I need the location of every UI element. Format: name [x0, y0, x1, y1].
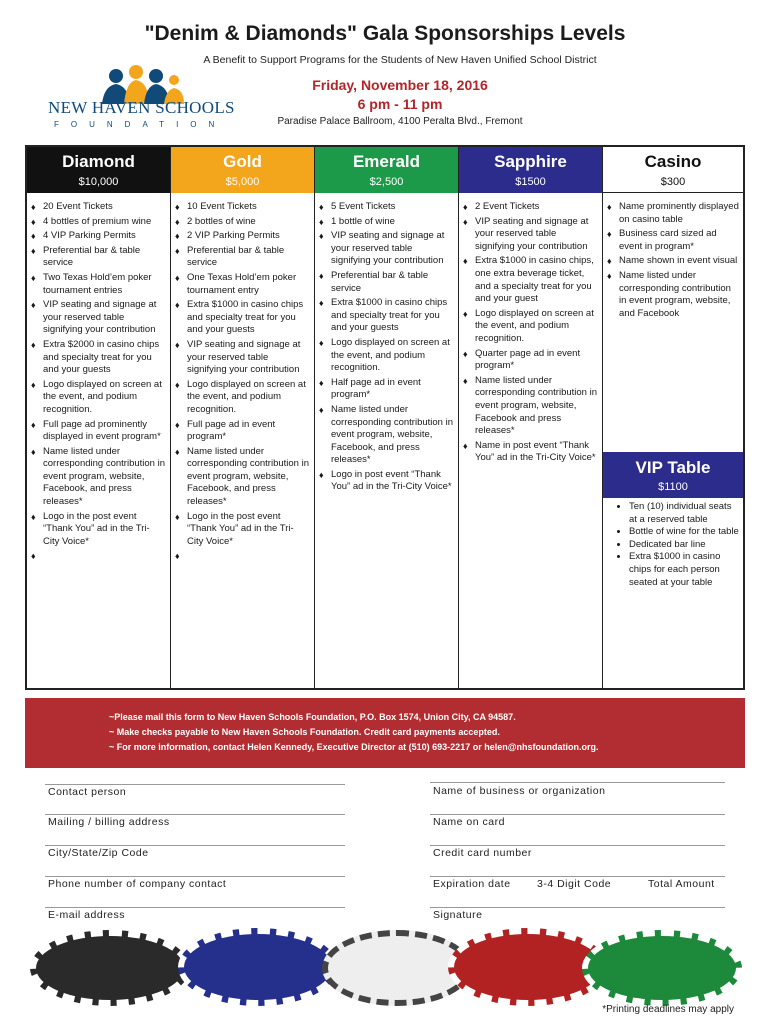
benefit-item: ♦ Quarter page ad in event program*: [463, 348, 598, 373]
vip-table-header: [603, 452, 743, 498]
level-name: Emerald: [352, 152, 421, 171]
benefit-item: ♦ Name shown in event visual: [607, 255, 739, 268]
benefit-list: [607, 201, 739, 320]
blue-chip-icon: [178, 928, 338, 1006]
benefit-item: ♦ Preferential bar & table service: [175, 245, 310, 270]
level-header: [603, 147, 743, 193]
vip-benefit-item: • Dedicated bar line: [629, 539, 739, 552]
vip-name: VIP Table: [635, 458, 711, 477]
benefit-item: ♦ Name listed under corresponding contribution in event program, website, and Facebook: [607, 270, 739, 320]
level-header: [27, 147, 170, 193]
notice-line: ~ For more information, contact Helen Kennedy, Executive Director at (510) 693-2217 or helen@nhsfoundation.org.: [109, 742, 599, 752]
field-line: [430, 907, 725, 908]
mailing-address-field[interactable]: Mailing / billing address: [48, 816, 170, 828]
page-title: "Denim & Diamonds" Gala Sponsorships Levels: [144, 22, 626, 45]
name-on-card-field[interactable]: Name on card: [433, 816, 505, 828]
benefit-list: [319, 201, 454, 494]
notice-line: ~Please mail this form to New Haven Schools Foundation, P.O. Box 1574, Union City, CA 94587.: [109, 712, 516, 722]
benefit-item: ♦ 2 Event Tickets: [463, 201, 598, 214]
benefit-item: ♦ 1 bottle of wine: [319, 216, 454, 229]
benefit-item: ♦ 4 VIP Parking Permits: [31, 230, 166, 243]
level-price: $1500: [515, 176, 546, 188]
benefit-item: ♦ Preferential bar & table service: [31, 245, 166, 270]
benefit-item: ♦ Logo in the post event “Thank You” ad in the Tri-City Voice*: [31, 511, 166, 549]
level-header: [459, 147, 602, 193]
level-price: $5,000: [225, 176, 260, 188]
level-header: [315, 147, 458, 193]
expiration-date-field[interactable]: Expiration date: [433, 878, 511, 890]
event-venue: Paradise Palace Ballroom, 4100 Peralta Blvd., Fremont: [277, 116, 523, 127]
benefit-item: ♦ Name listed under corresponding contribution in event program, website, Facebook, and press releases*: [31, 446, 166, 509]
level-price: $10,000: [78, 176, 119, 188]
level-price: $300: [660, 176, 686, 188]
page-subtitle: A Benefit to Support Programs for the Students of New Haven Unified School District: [203, 54, 597, 66]
level-name: Gold: [223, 152, 262, 171]
benefit-list: [31, 201, 166, 548]
benefit-item: ♦ 2 VIP Parking Permits: [175, 230, 310, 243]
footnote: *Printing deadlines may apply: [602, 1004, 734, 1015]
benefit-item: ♦ Name prominently displayed on casino table: [607, 201, 739, 226]
notice-line: ~ Make checks payable to New Haven Schools Foundation. Credit card payments accepted.: [109, 727, 500, 737]
phone-number-field[interactable]: Phone number of company contact: [48, 878, 227, 890]
total-amount-field[interactable]: Total Amount: [648, 878, 715, 890]
benefit-item: ♦ Business card sized ad event in program*: [607, 228, 739, 253]
signature-field[interactable]: Signature: [433, 909, 483, 921]
event-date: Friday, November 18, 2016: [312, 77, 488, 93]
level-gold: [171, 147, 315, 688]
email-field[interactable]: E-mail address: [48, 909, 126, 921]
business-name-field[interactable]: Name of business or organization: [433, 785, 606, 797]
benefit-item: ♦ Name listed under corresponding contribution in event program, website, Facebook and press releases*: [463, 375, 598, 438]
benefit-item: ♦ Extra $1000 in casino chips, one extra beverage ticket, and a specialty treat for you and your guest: [463, 255, 598, 305]
benefit-item: ♦ 4 bottles of premium wine: [31, 216, 166, 229]
field-line: [45, 876, 345, 877]
digit-code-field[interactable]: 3-4 Digit Code: [537, 878, 612, 890]
vip-benefit-item: • Extra $1000 in casino chips for each person seated at your table: [629, 551, 739, 589]
field-line: [430, 876, 725, 877]
field-line: [45, 784, 345, 785]
benefit-item: ♦ One Texas Hold’em poker tournament entry: [175, 272, 310, 297]
level-sapphire: [459, 147, 603, 688]
level-price: $2,500: [369, 176, 404, 188]
benefit-item: ♦ VIP seating and signage at your reserved table signifying your contribution: [463, 216, 598, 254]
benefit-item: ♦ Name listed under corresponding contribution in event program, website, Facebook, and press releases*: [319, 404, 454, 467]
benefit-item: ♦ VIP seating and signage at your reserved table signifying your contribution: [31, 299, 166, 337]
level-diamond: [27, 147, 171, 688]
sponsor-form: [0, 770, 770, 930]
benefit-item: ♦ Half page ad in event program*: [319, 377, 454, 402]
field-line: [45, 845, 345, 846]
vip-price: $1100: [658, 481, 688, 493]
benefit-item: ♦ Extra $1000 in casino chips and specialty treat for you and your guests: [319, 297, 454, 335]
level-name: Diamond: [62, 152, 135, 171]
logo-name: NEW HAVEN SCHOOLS: [48, 98, 235, 117]
benefit-item: ♦ Logo displayed on screen at the event, and podium recognition.: [319, 337, 454, 375]
benefit-item: ♦ Logo displayed on screen at the event, and podium recognition.: [463, 308, 598, 346]
benefit-item: ♦ Name in post event “Thank You” ad in the Tri-City Voice*: [463, 440, 598, 465]
event-time: 6 pm - 11 pm: [357, 96, 443, 112]
benefit-item: ♦ 20 Event Tickets: [31, 201, 166, 214]
benefit-item: ♦ Logo in post event “Thank You” ad in the Tri-City Voice*: [319, 469, 454, 494]
benefit-item: ♦ Full page ad in event program*: [175, 419, 310, 444]
mail-notice: [25, 698, 745, 768]
level-name: Sapphire: [494, 152, 567, 171]
benefit-item: ♦ VIP seating and signage at your reserved table signifying your contribution: [319, 230, 454, 268]
logo-subtitle: FOUNDATION: [54, 120, 227, 129]
vip-benefit-item: • Ten (10) individual seats at a reserved table: [629, 501, 739, 526]
level-name: Casino: [644, 152, 702, 171]
benefit-item: ♦ Two Texas Hold’em poker tournament entries: [31, 272, 166, 297]
level-header: [171, 147, 314, 193]
benefit-item: ♦ VIP seating and signage at your reserved table signifying your contribution: [175, 339, 310, 377]
field-line: [45, 814, 345, 815]
benefit-item: ♦ Logo displayed on screen at the event, and podium recognition.: [175, 379, 310, 417]
field-line: [430, 845, 725, 846]
field-line: [45, 907, 345, 908]
vip-benefit-list: [603, 501, 743, 589]
level-emerald: [315, 147, 459, 688]
city-state-zip-field[interactable]: City/State/Zip Code: [48, 847, 149, 859]
benefit-item: ♦ Logo in the post event “Thank You” ad in the Tri-City Voice*: [175, 511, 310, 549]
benefit-item: ♦ 5 Event Tickets: [319, 201, 454, 214]
field-line: [430, 782, 725, 783]
benefit-item: ♦ Logo displayed on screen at the event, and podium recognition.: [31, 379, 166, 417]
benefit-list: [463, 201, 598, 465]
sponsorship-grid: [25, 145, 745, 690]
credit-card-field[interactable]: Credit card number: [433, 847, 532, 859]
benefit-item: ♦ Extra $1000 in casino chips and specialty treat for you and your guests: [175, 299, 310, 337]
benefit-list: [175, 201, 310, 548]
benefit-item: ♦ Preferential bar & table service: [319, 270, 454, 295]
green-chip-icon: [582, 930, 742, 1006]
contact-person-field[interactable]: Contact person: [48, 786, 127, 798]
field-line: [430, 814, 725, 815]
benefit-item: ♦ Extra $2000 in casino chips and specialty treat for you and your guests: [31, 339, 166, 377]
benefit-item: ♦ Name listed under corresponding contribution in event program, website, Facebook, and press releases*: [175, 446, 310, 509]
poker-chips-image: [30, 928, 750, 1008]
benefit-item: ♦ 2 bottles of wine: [175, 216, 310, 229]
black-chip-icon: [30, 930, 190, 1006]
level-casino: [603, 147, 743, 688]
benefit-item: ♦ Full page ad prominently displayed in event program*: [31, 419, 166, 444]
foundation-logo: [44, 64, 244, 134]
benefit-item: ♦ 10 Event Tickets: [175, 201, 310, 214]
vip-benefit-item: • Bottle of wine for the table: [629, 526, 739, 539]
